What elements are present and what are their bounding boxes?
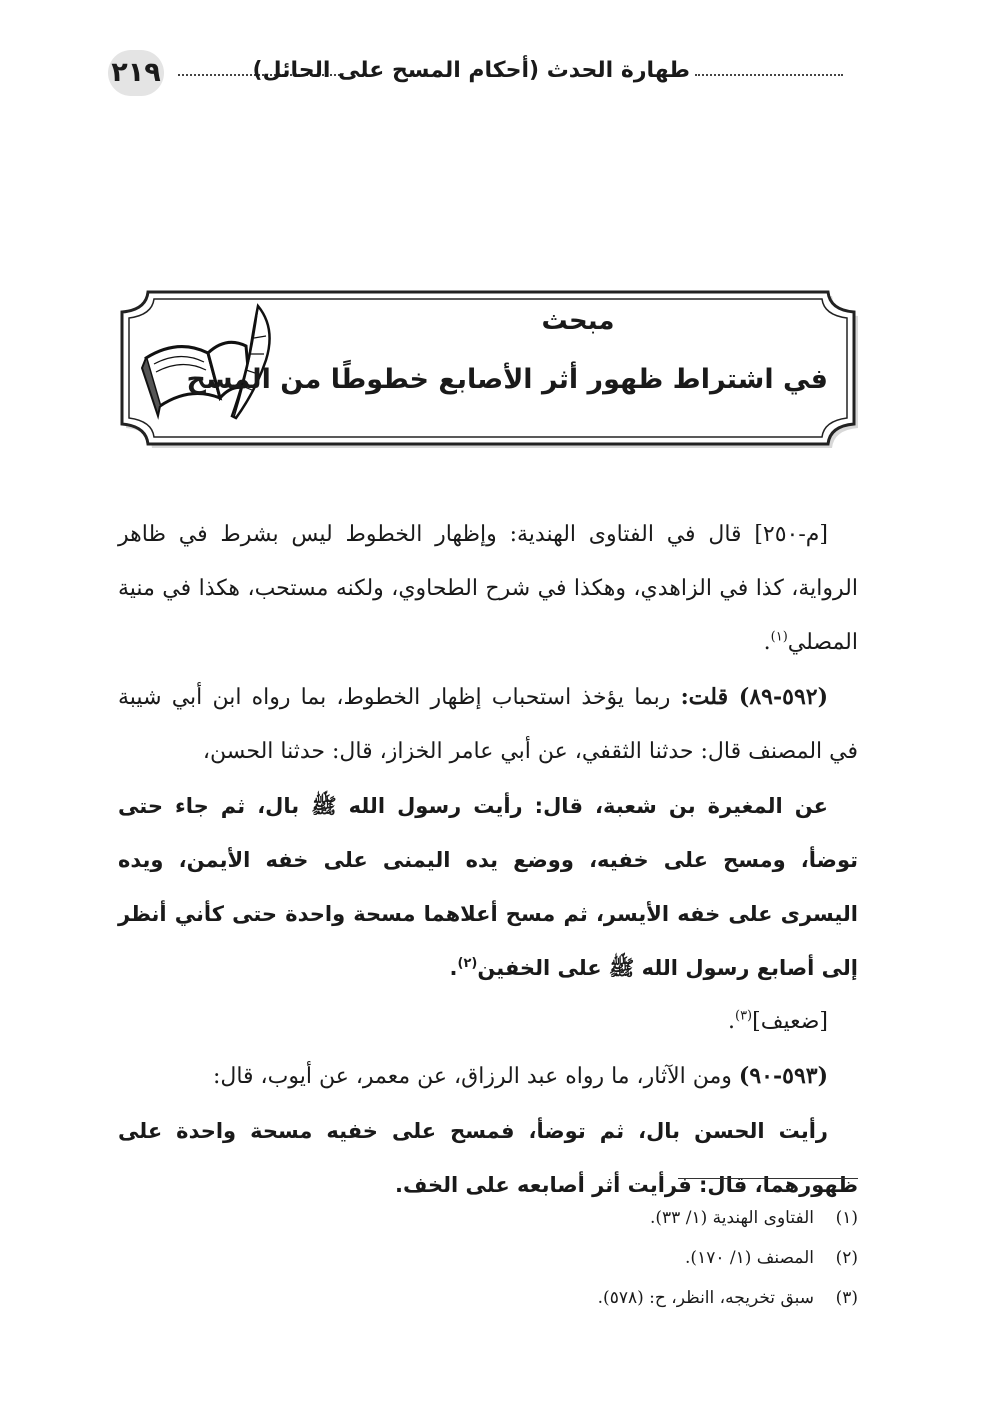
footnote-1: (١)الفتاوى الهندية (١/ ٣٣).: [650, 1208, 858, 1228]
paragraph-5: (٥٩٣-٩٠) ومن الآثار، ما رواه عبد الرزاق، عن معمر، عن أيوب، قال:: [212, 1063, 828, 1089]
banner-subtitle: في اشتراط ظهور أثر الأصابع خطوطًا من المسح: [186, 364, 828, 395]
banner-title: مبحث: [541, 306, 615, 336]
paragraph-6: رأيت الحسن بال، ثم توضأ، فمسح على خفيه مسحة واحدة على ظهورهما، قال: فرأيت أثر أصابعه على الخف.: [118, 1119, 858, 1197]
footnote-ref-1[interactable]: (١): [770, 629, 788, 645]
running-title: طهارة الحدث (أحكام المسح على الحائل): [252, 58, 690, 83]
section-banner: [118, 288, 858, 448]
page-number: ٢١٩: [108, 50, 164, 96]
footnote-2: (٢)المصنف (١/ ١٧٠).: [685, 1248, 858, 1268]
paragraph-1: [م-٢٥٠] قال في الفتاوى الهندية: وإظهار الخطوط ليس بشرط في ظاهر الرواية، كذا في الزاهدي، وهكذا في شرح الطحاوي، ولكنه مستحب، هكذا في منية المصلي$^{(١)}$.: [118, 522, 858, 655]
footnote-ref-3[interactable]: (٣): [734, 1008, 753, 1024]
footnote-3: (٣)سبق تخريجه، اانظر، ح: (٥٧٨).: [597, 1288, 858, 1308]
footnote-divider: [678, 1178, 858, 1179]
narration-number-2: (٥٩٣-٩٠): [738, 1063, 828, 1089]
book-quill-icon: [138, 298, 288, 428]
footnotes: [400, 1198, 858, 1318]
footnote-ref-2[interactable]: (٢): [457, 956, 478, 971]
paragraph-4: [ضعيف]$^{(٣)}$.: [727, 1008, 828, 1034]
narration-number: (٥٩٢-٨٩) قلت:: [680, 684, 829, 710]
paragraph-2: (٥٩٢-٨٩) قلت: ربما يؤخذ استحباب إظهار الخطوط، بما رواه ابن أبي شيبة في المصنف قال: حدثنا الثقفي، عن أبي عامر الخزاز، قال: حدثنا الحسن،: [118, 684, 858, 764]
main-text: [118, 508, 858, 1212]
paragraph-3: عن المغيرة بن شعبة، قال: رأيت رسول الله ﷺ بال، ثم جاء حتى توضأ، ومسح على خفيه، ووضع يده اليمنى على خفه الأيمن، ويده اليسرى على خفه الأيسر، ثم مسح أعلاهما مسحة واحدة حتى كأني أنظر إلى أصابع رسول الله ﷺ على الخفين$^{(٢)}$.: [118, 794, 858, 980]
page-header: [100, 44, 860, 104]
dotted-leader-right: [695, 74, 843, 76]
